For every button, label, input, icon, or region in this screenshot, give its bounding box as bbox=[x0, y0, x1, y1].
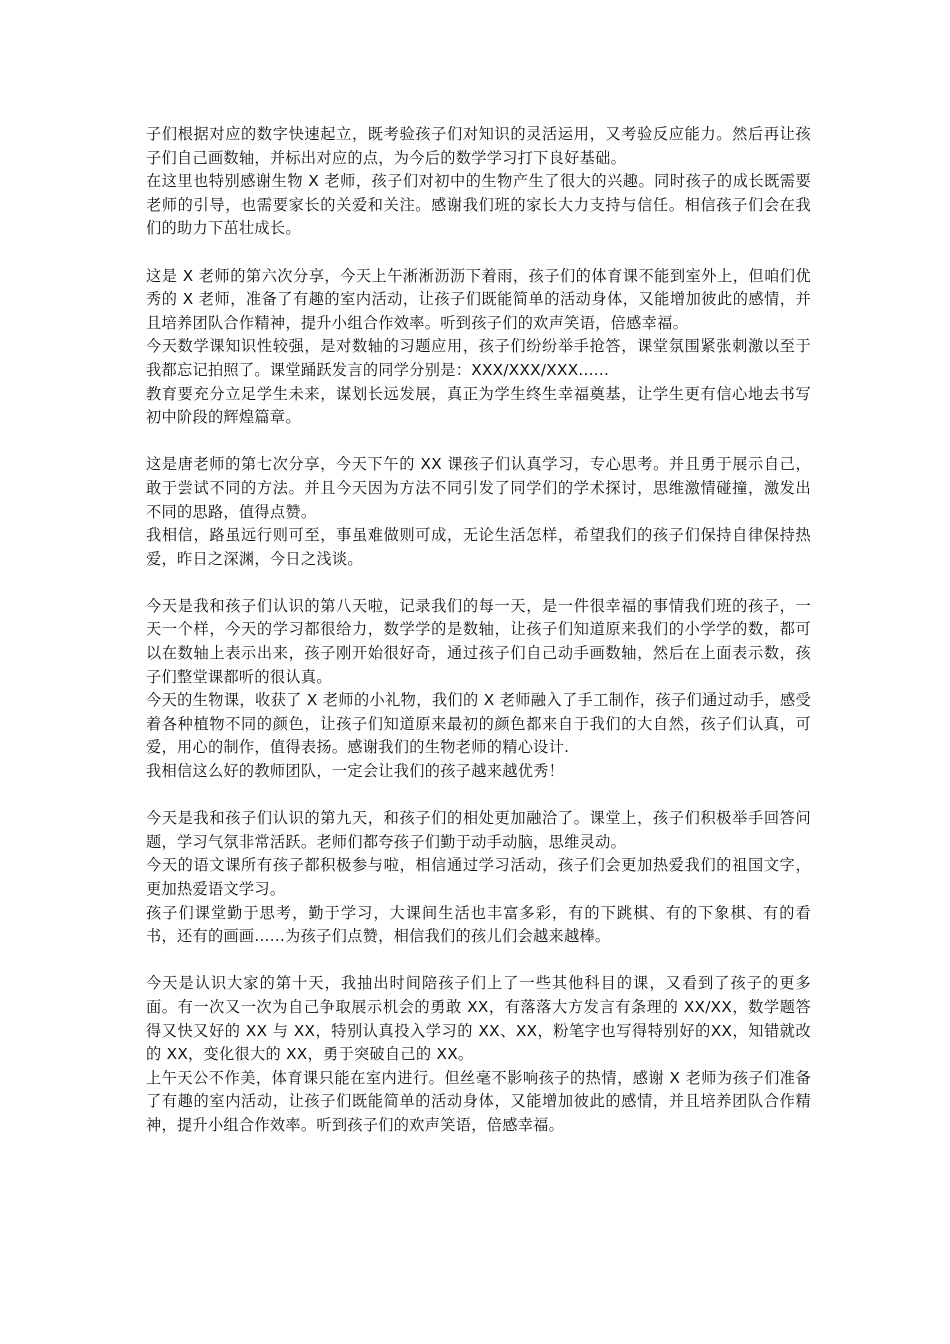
paragraph: 今天数学课知识性较强，是对数轴的习题应用，孩子们纷纷举手抢答，课堂氛围紧张刺激以至于我都忘记拍照了。课堂踊跃发言的同学分别是：XXX/XXX/XXX...... bbox=[146, 337, 811, 379]
section-3 bbox=[146, 453, 811, 571]
paragraph: 今天的生物课，收获了 X 老师的小礼物，我们的 X 老师融入了手工制作，孩子们通过动手，感受着各种植物不同的颜色，让孩子们知道原来最初的颜色都来自于我们的大自然，孩子们认真，可爱，用心的制作，值得表扬。感谢我们的生物老师的精心设计. bbox=[146, 691, 811, 757]
paragraph: 我相信这么好的教师团队，一定会让我们的孩子越来越优秀！ bbox=[146, 762, 565, 781]
paragraph: 我相信，路虽远行则可至，事虽难做则可成，无论生活怎样，希望我们的孩子们保持自律保持热爱，昨日之深渊，今日之浅谈。 bbox=[146, 526, 811, 568]
section-1 bbox=[146, 123, 811, 241]
section-5 bbox=[146, 807, 811, 949]
paragraph: 孩子们课堂勤于思考，勤于学习，大课间生活也丰富多彩，有的下跳棋、有的下象棋、有的看书，还有的画画......为孩子们点赞，相信我们的孩儿们会越来越棒。 bbox=[146, 903, 811, 946]
paragraph: 今天是认识大家的第十天，我抽出时间陪孩子们上了一些其他科目的课，又看到了孩子的更多面。有一次又一次为自己争取展示机会的勇敢 XX，有落落大方发言有条理的 XX/XX，数学题答得又快又好的 XX 与 XX，特别认真投入学习的 XX、XX，粉笔字也写得特别好的XX，知错就改的 XX，变化很大的 XX，勇于突破自己的 XX。 bbox=[146, 974, 811, 1064]
paragraph: 在这里也特别感谢生物 X 老师，孩子们对初中的生物产生了很大的兴趣。同时孩子的成长既需要老师的引导，也需要家长的关爱和关注。感谢我们班的家长大力支持与信任。相信孩子们会在我们的助力下茁壮成长。 bbox=[146, 172, 811, 238]
paragraph: 这是唐老师的第七次分享，今天下午的 XX 课孩子们认真学习，专心思考。并且勇于展示自己，敢于尝试不同的方法。并且今天因为方法不同引发了同学们的学术探讨，思维激情碰撞，激发出不同的思路，值得点赞。 bbox=[146, 455, 811, 521]
paragraph: 今天是我和孩子们认识的第八天啦，记录我们的每一天，是一件很幸福的事情我们班的孩子，一天一个样，今天的学习都很给力，数学学的是数轴，让孩子们知道原来我们的小学学的数，都可以在数轴上表示出来，孩子刚开始很好奇，通过孩子们自己动手画数轴，然后在上面表示数，孩子们整堂课都听的很认真。 bbox=[146, 596, 811, 686]
paragraph: 今天是我和孩子们认识的第九天，和孩子们的相处更加融洽了。课堂上，孩子们积极举手回答问题，学习气氛非常活跃。老师们都夸孩子们勤于动手动脑，思维灵动。 bbox=[146, 809, 811, 851]
paragraph: 上午天公不作美，体育课只能在室内进行。但丝毫不影响孩子的热情，感谢 X 老师为孩子们准备了有趣的室内活动，让孩子们既能简单的活动身体，又能增加彼此的感情，并且培养团队合作精神，提升小组合作效率。听到孩子们的欢声笑语，倍感幸福。 bbox=[146, 1068, 811, 1134]
paragraph: 今天的语文课所有孩子都积极参与啦，相信通过学习活动，孩子们会更加热爱我们的祖国文字，更加热爱语文学习。 bbox=[146, 856, 811, 898]
section-6 bbox=[146, 972, 811, 1137]
section-2 bbox=[146, 265, 811, 430]
document-body bbox=[146, 123, 811, 1161]
section-4 bbox=[146, 595, 811, 784]
paragraph: 这是 X 老师的第六次分享，今天上午淅淅沥沥下着雨，孩子们的体育课不能到室外上，但咱们优秀的 X 老师，准备了有趣的室内活动，让孩子们既能简单的活动身体，又能增加彼此的感情，并且培养团队合作精神，提升小组合作效率。听到孩子们的欢声笑语，倍感幸福。 bbox=[146, 266, 811, 332]
paragraph: 子们根据对应的数字快速起立，既考验孩子们对知识的灵活运用，又考验反应能力。然后再让孩子们自己画数轴，并标出对应的点，为今后的数学学习打下良好基础。 bbox=[146, 125, 811, 167]
paragraph: 教育要充分立足学生未来，谋划长远发展，真正为学生终生幸福奠基，让学生更有信心地去书写初中阶段的辉煌篇章。 bbox=[146, 384, 811, 427]
